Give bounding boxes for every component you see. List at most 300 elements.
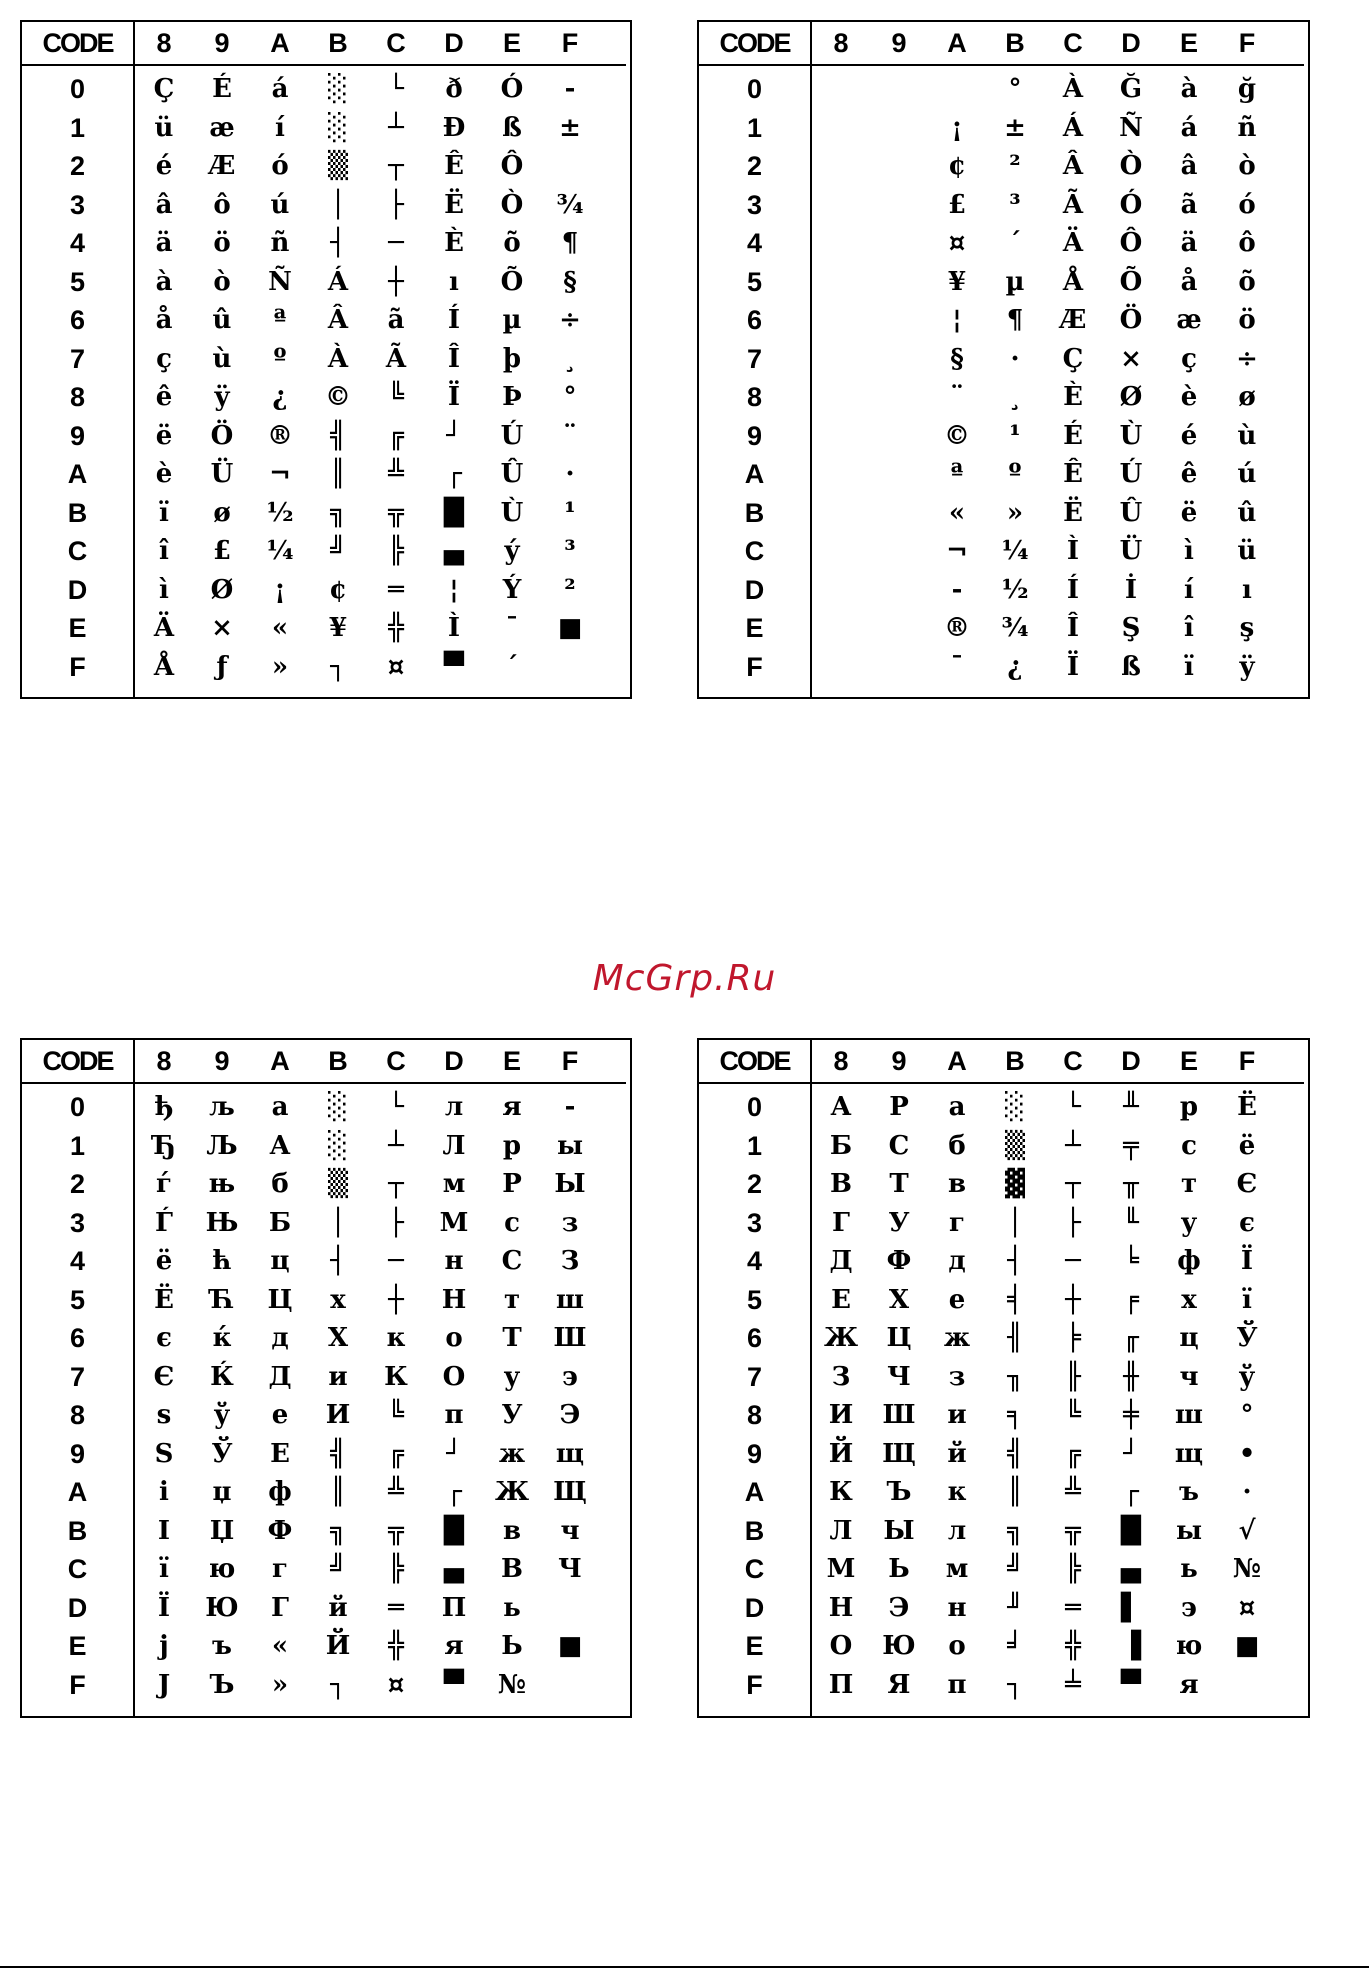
- glyph-cell: ▀: [1121, 1669, 1141, 1700]
- glyph-cell: ½: [1001, 574, 1029, 605]
- glyph-cell: О: [442, 1361, 466, 1392]
- glyph-cell: Ы: [554, 1169, 586, 1199]
- column-header: A: [270, 28, 290, 58]
- glyph-cell: ¹: [1009, 420, 1021, 451]
- column-header: 9: [891, 28, 907, 58]
- glyph-cell: Й: [325, 1631, 351, 1661]
- glyph-cell: »: [1006, 497, 1024, 528]
- glyph-cell: [870, 532, 928, 570]
- glyph-cell: à: [1180, 74, 1198, 104]
- row-label: D: [67, 574, 88, 605]
- glyph-cell: ─: [388, 1246, 404, 1276]
- glyph-cell: Н: [828, 1592, 854, 1623]
- glyph-cell: Ç: [1062, 343, 1084, 374]
- glyph-cell: Ж: [494, 1477, 530, 1507]
- glyph-cell: Ï: [447, 382, 461, 412]
- glyph-cell: [541, 648, 599, 686]
- glyph-cell: ╓: [1123, 1323, 1139, 1353]
- glyph-cell: ╠: [388, 536, 404, 566]
- row-label: 4: [746, 228, 763, 258]
- row-label: F: [746, 651, 763, 682]
- row-label: A: [744, 1477, 765, 1507]
- glyph-cell: л: [947, 1515, 967, 1546]
- column-header: A: [947, 28, 967, 58]
- glyph-cell: ³: [1009, 189, 1021, 220]
- row-label: F: [69, 651, 86, 682]
- glyph-cell: Ш: [882, 1400, 916, 1430]
- glyph-cell: ■: [557, 613, 583, 643]
- row-label: F: [69, 1669, 86, 1700]
- glyph-cell: ─: [1065, 1246, 1081, 1276]
- glyph-cell: ±: [559, 112, 581, 143]
- glyph-cell: ┌: [446, 459, 462, 489]
- glyph-cell: ò: [1238, 151, 1256, 181]
- glyph-cell: т: [503, 1284, 521, 1315]
- glyph-cell: й: [328, 1592, 348, 1623]
- glyph-cell: У: [501, 1400, 523, 1430]
- glyph-cell: -: [564, 74, 576, 104]
- glyph-cell: Æ: [1059, 305, 1087, 335]
- row-label: 4: [69, 228, 86, 258]
- glyph-cell: á: [271, 74, 289, 104]
- glyph-cell: ╣: [330, 1438, 346, 1469]
- row-label: 5: [746, 1284, 763, 1315]
- glyph-cell: ╞: [1065, 1323, 1081, 1353]
- glyph-cell: ·: [1242, 1477, 1252, 1507]
- glyph-cell: В: [501, 1554, 523, 1584]
- glyph-cell: È: [444, 228, 464, 258]
- glyph-cell: ▄: [444, 536, 464, 566]
- glyph-cell: ø: [1238, 382, 1256, 412]
- glyph-cell: ©: [944, 420, 970, 451]
- column-header: D: [1121, 1046, 1141, 1076]
- glyph-cell: Ü: [1119, 536, 1143, 566]
- glyph-cell: [870, 340, 928, 378]
- row-label: 1: [746, 112, 763, 143]
- glyph-cell: ¦: [449, 574, 459, 605]
- glyph-cell: «: [948, 497, 966, 528]
- glyph-cell: [812, 455, 870, 493]
- glyph-cell: ╚: [388, 1400, 404, 1430]
- glyph-cell: Á: [1062, 112, 1084, 143]
- glyph-cell: Н: [441, 1284, 467, 1315]
- glyph-cell: ║: [330, 459, 346, 489]
- chart-latin-1: [20, 20, 632, 699]
- glyph-cell: ж: [498, 1438, 526, 1469]
- glyph-cell: а: [271, 1092, 289, 1122]
- row-label: 2: [746, 151, 763, 181]
- glyph-cell: £: [212, 536, 232, 566]
- glyph-cell: Ô: [1119, 228, 1143, 258]
- glyph-cell: я: [444, 1631, 464, 1661]
- glyph-cell: ç: [156, 343, 172, 374]
- glyph-cell: [870, 648, 928, 686]
- glyph-cell: ▀: [444, 1669, 464, 1700]
- glyph-cell: П: [828, 1669, 854, 1700]
- glyph-cell: ┴: [1065, 1130, 1081, 1161]
- column-header: 8: [833, 28, 849, 58]
- glyph-cell: ж: [943, 1323, 971, 1353]
- glyph-cell: ÿ: [1239, 651, 1255, 682]
- glyph-cell: ¢: [328, 574, 348, 605]
- glyph-cell: [812, 532, 870, 570]
- glyph-cell: Д: [829, 1246, 853, 1276]
- glyph-cell: █: [444, 1515, 464, 1546]
- glyph-cell: ╡: [1007, 1284, 1023, 1315]
- glyph-cell: љ: [209, 1092, 235, 1122]
- glyph-cell: ┬: [388, 1169, 404, 1199]
- glyph-cell: [928, 70, 986, 108]
- glyph-cell: ╫: [1123, 1361, 1139, 1392]
- glyph-cell: ¥: [947, 266, 967, 297]
- glyph-cell: м: [945, 1554, 969, 1584]
- row-label: 8: [746, 1400, 763, 1430]
- glyph-cell: ô: [213, 189, 231, 220]
- glyph-cell: [812, 340, 870, 378]
- glyph-cell: ░: [328, 1092, 348, 1122]
- glyph-cell: ╤: [1123, 1130, 1139, 1161]
- glyph-cell: ª: [273, 305, 287, 335]
- column-header: E: [502, 1046, 521, 1076]
- glyph-cell: џ: [212, 1477, 232, 1507]
- glyph-cell: [812, 224, 870, 262]
- glyph-cell: ┘: [446, 1438, 462, 1469]
- glyph-cell: С: [888, 1130, 910, 1161]
- glyph-cell: ©: [325, 382, 351, 412]
- glyph-cell: Ö: [210, 420, 234, 451]
- glyph-cell: ┤: [1007, 1246, 1023, 1276]
- glyph-cell: Г: [832, 1207, 850, 1238]
- row-label: E: [68, 613, 87, 643]
- glyph-cell: ј: [159, 1631, 169, 1661]
- glyph-cell: Ş: [1121, 613, 1141, 643]
- glyph-cell: ╘: [1123, 1246, 1139, 1276]
- glyph-cell: ░: [328, 1130, 348, 1161]
- glyph-cell: └: [388, 1092, 404, 1122]
- glyph-cell: ÷: [1236, 343, 1258, 374]
- row-label: 5: [69, 266, 86, 297]
- row-label: 0: [746, 74, 763, 104]
- glyph-cell: ¿: [1007, 651, 1023, 682]
- glyph-cell: ¤: [387, 1669, 405, 1700]
- glyph-cell: ╗: [330, 1515, 346, 1546]
- glyph-cell: │: [1007, 1207, 1023, 1238]
- glyph-cell: ▌: [1121, 1592, 1141, 1623]
- glyph-cell: Э: [888, 1592, 910, 1623]
- glyph-cell: þ: [502, 343, 522, 374]
- glyph-cell: ░: [328, 112, 348, 143]
- glyph-cell: ╨: [1123, 1092, 1139, 1122]
- row-label: 9: [746, 1438, 763, 1469]
- glyph-cell: Û: [500, 459, 524, 489]
- glyph-cell: л: [444, 1092, 464, 1122]
- column-header: 9: [214, 1046, 230, 1076]
- glyph-cell: Ё: [1237, 1092, 1257, 1122]
- glyph-cell: Ў: [1236, 1323, 1258, 1353]
- footer-rule: [0, 1966, 1369, 1968]
- glyph-cell: К: [384, 1361, 408, 1392]
- glyph-cell: У: [888, 1207, 910, 1238]
- glyph-cell: Ã: [1062, 189, 1084, 220]
- glyph-cell: µ: [1005, 266, 1025, 297]
- glyph-cell: ®: [267, 420, 293, 451]
- glyph-cell: є: [156, 1323, 172, 1353]
- glyph-cell: °: [1008, 74, 1022, 104]
- glyph-cell: ¶: [1006, 305, 1024, 335]
- glyph-cell: і: [159, 1477, 169, 1507]
- column-header: C: [386, 1046, 406, 1076]
- glyph-cell: ¨: [563, 420, 577, 451]
- glyph-cell: ®: [944, 613, 970, 643]
- glyph-cell: Â: [327, 305, 349, 335]
- glyph-cell: ┼: [388, 1284, 404, 1315]
- glyph-cell: ╚: [388, 382, 404, 412]
- glyph-cell: █: [1121, 1515, 1141, 1546]
- row-label: C: [67, 1554, 88, 1584]
- glyph-cell: ï: [159, 497, 169, 528]
- glyph-cell: [812, 571, 870, 609]
- glyph-cell: ð: [445, 74, 463, 104]
- glyph-cell: ü: [154, 112, 174, 143]
- glyph-cell: ö: [1238, 305, 1256, 335]
- glyph-cell: Ь: [888, 1554, 910, 1584]
- glyph-cell: Б: [268, 1207, 292, 1238]
- glyph-cell: ┐: [330, 1669, 346, 1700]
- glyph-cell: ┌: [1123, 1477, 1139, 1507]
- glyph-cell: Ю: [882, 1631, 916, 1661]
- glyph-cell: ¤: [387, 651, 405, 682]
- glyph-cell: О: [829, 1631, 853, 1661]
- row-label: D: [744, 1592, 765, 1623]
- glyph-cell: á: [1180, 112, 1198, 143]
- glyph-cell: у: [503, 1361, 521, 1392]
- glyph-cell: û: [212, 305, 232, 335]
- glyph-cell: е: [948, 1284, 966, 1315]
- glyph-cell: ш: [556, 1284, 584, 1315]
- column-header: 8: [156, 1046, 172, 1076]
- glyph-cell: Т: [502, 1323, 522, 1353]
- glyph-cell: ²: [1009, 151, 1021, 181]
- column-header: D: [1121, 28, 1141, 58]
- glyph-cell: [870, 378, 928, 416]
- glyph-cell: ╟: [1065, 1361, 1081, 1392]
- glyph-cell: ÷: [559, 305, 581, 335]
- glyph-cell: ù: [212, 343, 232, 374]
- glyph-cell: [812, 494, 870, 532]
- glyph-cell: ╝: [1007, 1554, 1023, 1584]
- glyph-cell: î: [159, 536, 169, 566]
- glyph-cell: Џ: [209, 1515, 235, 1546]
- glyph-cell: ý: [504, 536, 520, 566]
- row-label: 4: [69, 1246, 86, 1276]
- glyph-cell: Е: [270, 1438, 290, 1469]
- glyph-cell: є: [1239, 1207, 1255, 1238]
- glyph-cell: -: [951, 574, 963, 605]
- glyph-cell: Љ: [206, 1130, 238, 1161]
- glyph-cell: ë: [155, 420, 173, 451]
- glyph-cell: ▒: [1005, 1130, 1025, 1161]
- glyph-cell: в: [947, 1169, 967, 1199]
- glyph-cell: ┘: [446, 420, 462, 451]
- glyph-cell: î: [1184, 613, 1194, 643]
- glyph-cell: ч: [1179, 1361, 1199, 1392]
- glyph-cell: Т: [889, 1169, 909, 1199]
- glyph-cell: Â: [1062, 151, 1084, 181]
- glyph-cell: ┼: [388, 266, 404, 297]
- glyph-cell: ё: [1238, 1130, 1256, 1161]
- glyph-cell: ѓ: [156, 1169, 172, 1199]
- glyph-cell: [541, 147, 599, 185]
- glyph-cell: Ѕ: [154, 1438, 174, 1469]
- glyph-cell: Э: [559, 1400, 581, 1430]
- chart-latin-1-upper: [697, 20, 1310, 699]
- glyph-cell: т: [1180, 1169, 1198, 1199]
- glyph-cell: ×: [1120, 343, 1142, 374]
- glyph-cell: õ: [503, 228, 521, 258]
- glyph-cell: ┬: [1065, 1169, 1081, 1199]
- glyph-cell: №: [1232, 1554, 1262, 1584]
- glyph-cell: Ê: [1063, 459, 1083, 489]
- glyph-cell: Ý: [502, 574, 522, 605]
- glyph-cell: »: [271, 1669, 289, 1700]
- glyph-cell: ·: [565, 459, 575, 489]
- glyph-cell: └: [1065, 1092, 1081, 1122]
- glyph-cell: Ñ: [1119, 112, 1143, 143]
- row-label: E: [745, 1631, 764, 1661]
- glyph-cell: ╠: [1065, 1554, 1081, 1584]
- glyph-cell: [812, 147, 870, 185]
- glyph-cell: ћ: [212, 1246, 232, 1276]
- glyph-cell: Ê: [444, 151, 464, 181]
- glyph-cell: ═: [1065, 1592, 1081, 1623]
- row-label: 6: [69, 1323, 86, 1353]
- glyph-cell: █: [444, 497, 464, 528]
- glyph-cell: à: [155, 266, 173, 297]
- glyph-cell: Ë: [444, 189, 464, 220]
- glyph-cell: ı: [1242, 574, 1252, 605]
- glyph-cell: ы: [1175, 1515, 1203, 1546]
- row-label: 1: [69, 112, 86, 143]
- glyph-cell: ü: [1237, 536, 1257, 566]
- glyph-cell: [812, 263, 870, 301]
- glyph-cell: Ú: [500, 420, 524, 451]
- row-label: 4: [746, 1246, 763, 1276]
- glyph-cell: Õ: [500, 266, 524, 297]
- glyph-cell: é: [155, 151, 173, 181]
- row-label: A: [67, 1477, 88, 1507]
- glyph-cell: ¸: [563, 343, 577, 374]
- row-label: 7: [69, 343, 86, 374]
- glyph-cell: в: [502, 1515, 522, 1546]
- glyph-cell: ╩: [388, 1477, 404, 1507]
- glyph-cell: ´: [1008, 228, 1022, 258]
- glyph-cell: ┌: [446, 1477, 462, 1507]
- column-header: D: [444, 1046, 464, 1076]
- glyph-cell: Ш: [553, 1323, 587, 1353]
- glyph-cell: Í: [1066, 574, 1080, 605]
- glyph-cell: Å: [1062, 266, 1084, 297]
- row-label: 9: [69, 420, 86, 451]
- glyph-cell: Л: [829, 1515, 853, 1546]
- glyph-cell: Щ: [882, 1438, 916, 1469]
- glyph-cell: ╬: [388, 613, 404, 643]
- glyph-cell: г: [272, 1554, 288, 1584]
- glyph-cell: э: [562, 1361, 578, 1392]
- glyph-cell: │: [330, 189, 346, 220]
- glyph-cell: ┴: [388, 1130, 404, 1161]
- glyph-cell: ¼: [1001, 536, 1029, 566]
- header-divider: [22, 64, 626, 66]
- glyph-cell: [812, 648, 870, 686]
- glyph-cell: ╠: [388, 1554, 404, 1584]
- glyph-cell: ѕ: [156, 1400, 172, 1430]
- row-label: 9: [69, 1438, 86, 1469]
- glyph-cell: [870, 455, 928, 493]
- glyph-cell: À: [1062, 74, 1084, 104]
- glyph-cell: ╦: [1065, 1515, 1081, 1546]
- row-label: 0: [69, 74, 86, 104]
- glyph-cell: Ü: [210, 459, 234, 489]
- glyph-cell: с: [504, 1207, 520, 1238]
- row-label: 2: [69, 1169, 86, 1199]
- glyph-cell: ┬: [388, 151, 404, 181]
- header-divider: [22, 1082, 626, 1084]
- glyph-cell: ¬: [946, 536, 968, 566]
- column-header: B: [1005, 1046, 1025, 1076]
- glyph-cell: ş: [1239, 613, 1255, 643]
- glyph-cell: ф: [1177, 1246, 1201, 1276]
- glyph-cell: ю: [208, 1554, 236, 1584]
- glyph-cell: Ё: [154, 1284, 174, 1315]
- glyph-cell: Í: [447, 305, 461, 335]
- glyph-cell: ╢: [1007, 1323, 1023, 1353]
- row-label: 7: [746, 343, 763, 374]
- glyph-cell: ц: [1179, 1323, 1199, 1353]
- row-label: D: [744, 574, 765, 605]
- glyph-cell: ┤: [330, 1246, 346, 1276]
- glyph-cell: °: [1240, 1400, 1254, 1430]
- row-label: 3: [746, 1207, 763, 1238]
- glyph-cell: ¹: [564, 497, 576, 528]
- glyph-cell: ä: [155, 228, 173, 258]
- glyph-cell: Ú: [1119, 459, 1143, 489]
- glyph-cell: Õ: [1119, 266, 1143, 297]
- column-header: 9: [214, 28, 230, 58]
- glyph-cell: ъ: [1179, 1477, 1199, 1507]
- glyph-cell: ▒: [328, 1169, 348, 1199]
- glyph-cell: А: [830, 1092, 852, 1122]
- column-header: 8: [156, 28, 172, 58]
- glyph-cell: ç: [1181, 343, 1197, 374]
- glyph-cell: ї: [159, 1554, 169, 1584]
- row-label: 3: [69, 1207, 86, 1238]
- glyph-cell: Ã: [385, 343, 407, 374]
- glyph-cell: П: [441, 1592, 467, 1623]
- glyph-cell: ▄: [444, 1554, 464, 1584]
- glyph-cell: Ë: [1063, 497, 1083, 528]
- glyph-cell: м: [442, 1169, 466, 1199]
- column-header: B: [1005, 28, 1025, 58]
- glyph-cell: а: [948, 1092, 966, 1122]
- row-label: 5: [746, 266, 763, 297]
- glyph-cell: Ì: [1066, 536, 1080, 566]
- glyph-cell: ▒: [328, 151, 348, 181]
- glyph-cell: £: [947, 189, 967, 220]
- glyph-cell: ¯: [950, 651, 964, 682]
- glyph-cell: ¯: [505, 613, 519, 643]
- glyph-cell: ¸: [1008, 382, 1022, 412]
- glyph-cell: ■: [1234, 1631, 1260, 1661]
